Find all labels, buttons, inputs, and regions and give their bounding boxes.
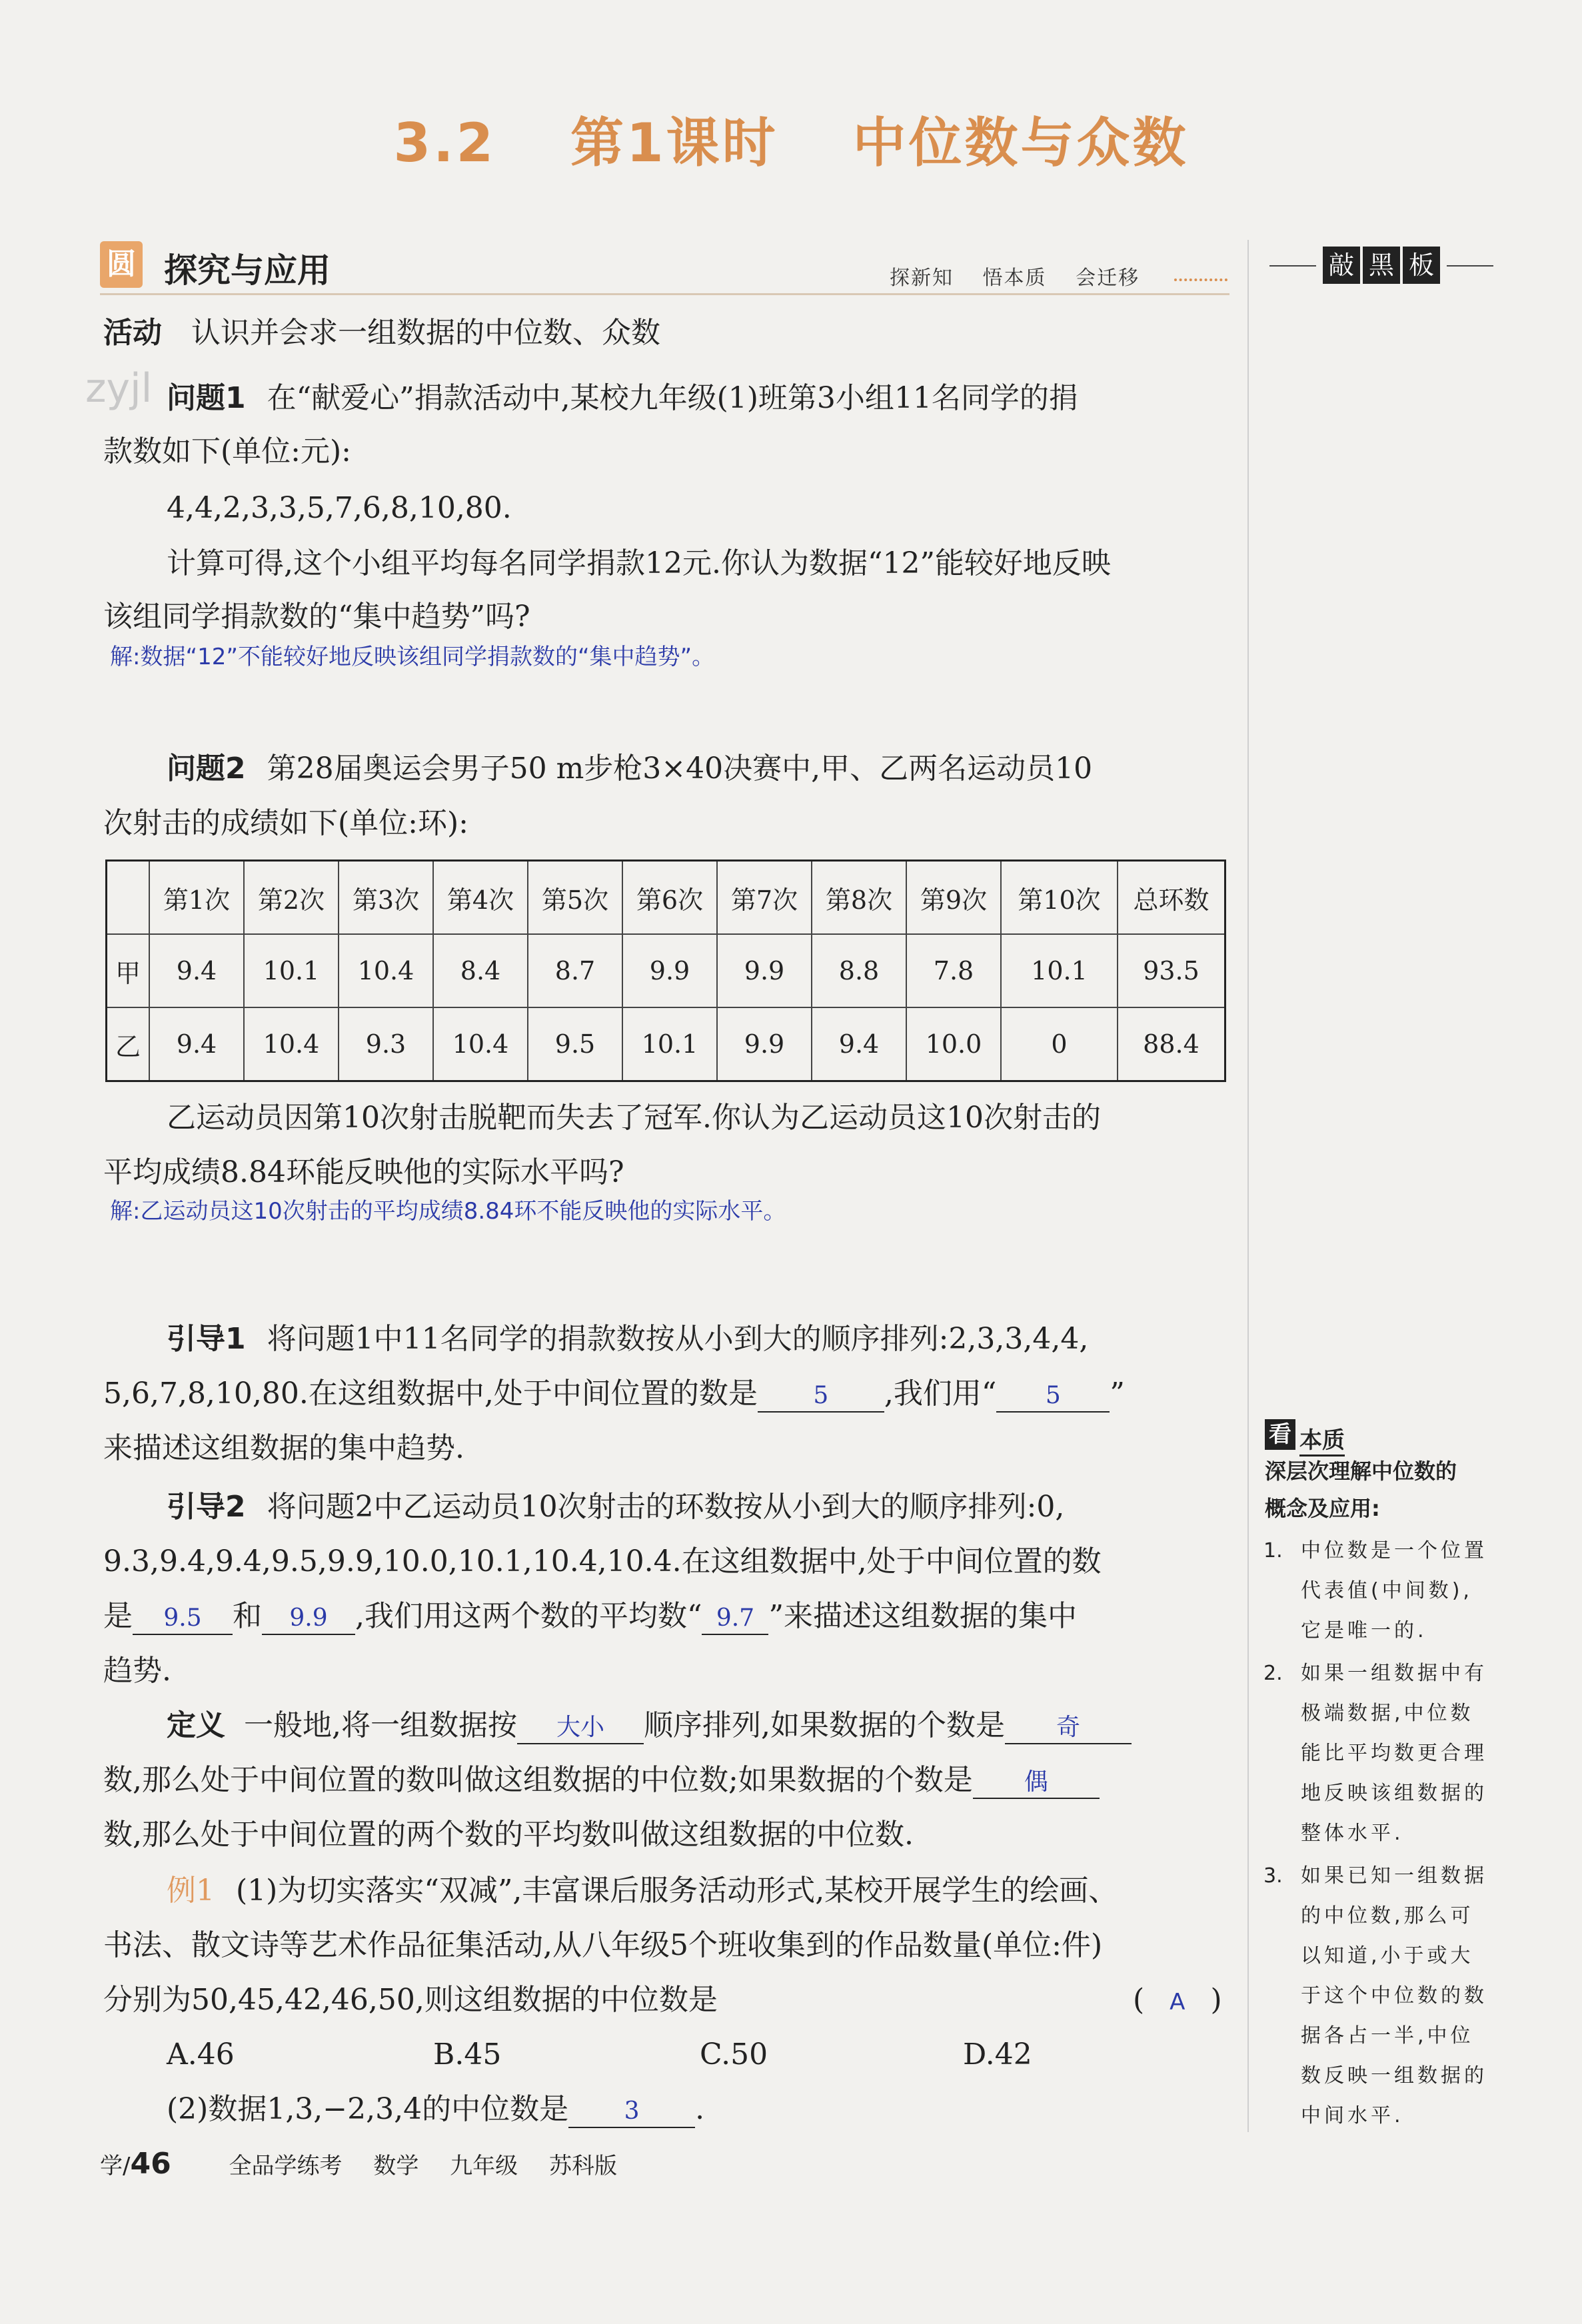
example1-line1 bbox=[167, 1871, 1118, 1911]
option-d[interactable]: D.42 bbox=[963, 2037, 1032, 2071]
table-cell: 10.4 bbox=[339, 934, 433, 1007]
sidebar-item-line: 如果一组数据中有 bbox=[1301, 1662, 1487, 1685]
example1-part2-text: (2)数据1,3,−2,3,4的中位数是 bbox=[167, 2092, 569, 2126]
guide2-text3b: 和 bbox=[233, 1599, 262, 1633]
section-number: 3.2 bbox=[393, 112, 496, 174]
definition-blank2[interactable]: 奇 bbox=[1005, 1712, 1132, 1744]
guide1-label: 引导1 bbox=[167, 1322, 246, 1356]
footer-subject: 数学 bbox=[373, 2153, 419, 2179]
lesson-label: 第1课时 bbox=[570, 112, 778, 174]
page-footer bbox=[100, 2147, 641, 2181]
guide2-line4: 趋势. bbox=[103, 1654, 171, 1688]
sidebar-item-number: 3. bbox=[1263, 1864, 1283, 1888]
example1-part2 bbox=[167, 2089, 704, 2129]
sidebar-item-line: 整体水平. bbox=[1301, 1822, 1404, 1845]
logo-line-left bbox=[1269, 265, 1316, 267]
sidebar-item-line: 中位数是一个位置 bbox=[1301, 1539, 1487, 1562]
definition-label: 定义 bbox=[167, 1708, 225, 1742]
sidebar-item-line: 如果已知一组数据 bbox=[1301, 1864, 1487, 1888]
guide2-text3d: ”来描述这组数据的集中 bbox=[768, 1599, 1077, 1633]
q2-label: 问题2 bbox=[167, 752, 246, 786]
sidebar-badge-char: 看 bbox=[1265, 1419, 1295, 1450]
table-cell: 9.9 bbox=[622, 934, 717, 1007]
q1-answer: 解:数据“12”不能较好地反映该组同学捐款数的“集中趋势”。 bbox=[110, 644, 715, 670]
q1-text1: 在“献爱心”捐款活动中,某校九年级(1)班第3小组11名同学的捐 bbox=[267, 381, 1078, 415]
decor-dots bbox=[1174, 269, 1227, 281]
example1-text1: (1)为切实落实“双减”,丰富课后服务活动形式,某校开展学生的绘画、 bbox=[236, 1874, 1118, 1908]
footer-book: 全品学练考 bbox=[229, 2153, 343, 2179]
section-icon: 圆 bbox=[100, 241, 143, 288]
guide1-text1: 将问题1中11名同学的捐款数按从小到大的顺序排列:2,3,3,4,4, bbox=[267, 1322, 1089, 1356]
table-header-cell: 第1次 bbox=[149, 861, 244, 935]
sidebar-subtitle-1: 深层次理解中位数的 bbox=[1265, 1458, 1457, 1484]
guide2-line1 bbox=[167, 1487, 1064, 1527]
choice-paren-close: ) bbox=[1210, 1983, 1222, 2017]
table-cell: 8.8 bbox=[812, 934, 906, 1007]
example1-line2: 书法、散文诗等艺术作品征集活动,从八年级5个班收集到的作品数量(单位:件) bbox=[103, 1928, 1103, 1962]
guide1-blank1[interactable]: 5 bbox=[758, 1381, 884, 1413]
q1-line1 bbox=[167, 378, 1078, 418]
guide2-blank1[interactable]: 9.5 bbox=[133, 1603, 233, 1635]
example1-line3: 分别为50,45,42,46,50,则这组数据的中位数是 bbox=[103, 1983, 718, 2017]
table-cell: 9.4 bbox=[149, 1007, 244, 1081]
table-header-cell: 第3次 bbox=[339, 861, 433, 935]
sidebar-item-line: 它是唯一的. bbox=[1301, 1619, 1427, 1642]
example1-choice bbox=[1133, 1980, 1222, 2022]
guide2-line2: 9.3,9.4,9.4,9.5,9.9,10.0,10.1,10.4,10.4.在这组数据中,处于中间位置的数 bbox=[103, 1544, 1102, 1578]
table-header-cell: 第8次 bbox=[812, 861, 906, 935]
logo-line-right bbox=[1447, 265, 1493, 267]
watermark: zyjl bbox=[85, 365, 153, 412]
table-cell: 9.5 bbox=[528, 1007, 622, 1081]
sidebar-item-line: 的中位数,那么可 bbox=[1301, 1904, 1474, 1928]
table-header-cell: 第9次 bbox=[906, 861, 1001, 935]
guide2-text3c: ,我们用这两个数的平均数“ bbox=[355, 1599, 702, 1633]
sidebar-badge-word: 本质 bbox=[1299, 1422, 1345, 1456]
guide2-line3 bbox=[103, 1596, 1077, 1636]
guide1-blank2[interactable]: 5 bbox=[996, 1381, 1110, 1413]
table-header-cell: 第5次 bbox=[528, 861, 622, 935]
table-cell: 9.9 bbox=[717, 1007, 812, 1081]
table-cell: 7.8 bbox=[906, 934, 1001, 1007]
activity-text: 认识并会求一组数据的中位数、众数 bbox=[191, 316, 660, 350]
tag-transfer: 会迁移 bbox=[1076, 267, 1140, 290]
topic-title: 中位数与众数 bbox=[852, 112, 1189, 174]
table-header-row bbox=[107, 861, 1225, 935]
table-cell: 0 bbox=[1001, 1007, 1118, 1081]
table-cell: 93.5 bbox=[1118, 934, 1225, 1007]
guide2-text3a: 是 bbox=[103, 1599, 133, 1633]
guide2-blank3[interactable]: 9.7 bbox=[702, 1603, 768, 1635]
section-title: 探究与应用 bbox=[164, 251, 331, 290]
section-tags bbox=[890, 261, 1161, 290]
option-a[interactable]: A.46 bbox=[167, 2037, 235, 2071]
option-b[interactable]: B.45 bbox=[433, 2037, 502, 2071]
q1-label: 问题1 bbox=[167, 381, 246, 415]
footer-prefix: 学/ bbox=[100, 2153, 131, 2179]
option-c[interactable]: C.50 bbox=[700, 2037, 768, 2071]
sidebar-subtitle-2: 概念及应用: bbox=[1265, 1496, 1380, 1521]
tag-explore: 探新知 bbox=[890, 267, 954, 290]
q1-line3: 计算可得,这个小组平均每名同学捐款12元.你认为数据“12”能较好地反映 bbox=[167, 546, 1111, 580]
table-cell: 8.7 bbox=[528, 934, 622, 1007]
sidebar-item-line: 地反映该组数据的 bbox=[1301, 1782, 1487, 1805]
sidebar-item-line: 以知道,小于或大 bbox=[1301, 1944, 1474, 1968]
table-row-yi bbox=[107, 1007, 1225, 1081]
q1-line2: 款数如下(单位:元): bbox=[103, 434, 351, 468]
guide2-text1: 将问题2中乙运动员10次射击的环数按从小到大的顺序排列:0, bbox=[267, 1490, 1065, 1524]
sidebar-divider bbox=[1247, 240, 1249, 2132]
logo-char-1: 敲 bbox=[1323, 247, 1360, 284]
footer-edition: 苏科版 bbox=[548, 2153, 617, 2179]
choice-paren-open: ( bbox=[1133, 1983, 1145, 2017]
table-cell: 9.4 bbox=[812, 1007, 906, 1081]
definition-line1 bbox=[167, 1706, 1132, 1746]
guide1-text2c: ” bbox=[1110, 1377, 1125, 1411]
sidebar-item-line: 数反映一组数据的 bbox=[1301, 2064, 1487, 2087]
sidebar-item-line: 极端数据,中位数 bbox=[1301, 1702, 1474, 1725]
tag-understand: 悟本质 bbox=[982, 267, 1047, 290]
logo-char-2: 黑 bbox=[1363, 247, 1400, 284]
definition-text2a: 数,那么处于中间位置的数叫做这组数据的中位数;如果数据的个数是 bbox=[103, 1763, 973, 1797]
definition-line2 bbox=[103, 1760, 1100, 1800]
example1-label: 例1 bbox=[167, 1874, 215, 1908]
example1-part2-blank[interactable]: 3 bbox=[568, 2096, 695, 2128]
sidebar-item-line: 据各占一半,中位 bbox=[1301, 2024, 1474, 2047]
table-cell: 10.1 bbox=[1001, 934, 1118, 1007]
sidebar-item-number: 1. bbox=[1263, 1539, 1283, 1562]
definition-blank3[interactable]: 偶 bbox=[973, 1767, 1100, 1799]
table-header-cell: 总环数 bbox=[1118, 861, 1225, 935]
guide1-line1 bbox=[167, 1319, 1088, 1359]
definition-text1a: 一般地,将一组数据按 bbox=[244, 1708, 517, 1742]
definition-line3: 数,那么处于中间位置的两个数的平均数叫做这组数据的中位数. bbox=[103, 1818, 914, 1852]
table-header-cell bbox=[107, 861, 150, 935]
table-cell: 88.4 bbox=[1118, 1007, 1225, 1081]
sidebar-item-line: 于这个中位数的数 bbox=[1301, 1984, 1487, 2008]
sidebar-badge bbox=[1265, 1419, 1351, 1454]
sidebar-item-line: 代表值(中间数), bbox=[1301, 1579, 1473, 1602]
sidebar-item-line: 中间水平. bbox=[1301, 2104, 1404, 2127]
q2-line2: 次射击的成绩如下(单位:环): bbox=[103, 806, 468, 840]
page-title bbox=[0, 100, 1582, 177]
q2-line3: 乙运动员因第10次射击脱靶而失去了冠军.你认为乙运动员这10次射击的 bbox=[167, 1101, 1101, 1135]
guide1-line3: 来描述这组数据的集中趋势. bbox=[103, 1431, 464, 1465]
q2-answer: 解:乙运动员这10次射击的平均成绩8.84环不能反映他的实际水平。 bbox=[110, 1198, 786, 1225]
table-header-cell: 第6次 bbox=[622, 861, 717, 935]
q1-line4: 该组同学捐款数的“集中趋势”吗? bbox=[103, 600, 530, 634]
page-number: 46 bbox=[130, 2147, 171, 2181]
q2-line4: 平均成绩8.84环能反映他的实际水平吗? bbox=[103, 1155, 624, 1189]
table-cell: 9.9 bbox=[717, 934, 812, 1007]
table-cell: 甲 bbox=[107, 934, 150, 1007]
logo-char-3: 板 bbox=[1403, 247, 1440, 284]
activity-heading bbox=[103, 313, 660, 353]
sidebar-subtitle bbox=[1265, 1452, 1457, 1527]
definition-text1b: 顺序排列,如果数据的个数是 bbox=[644, 1708, 1005, 1742]
example1-answer[interactable]: A bbox=[1170, 1989, 1186, 2016]
sidebar-item-line: 能比平均数更合理 bbox=[1301, 1742, 1487, 1765]
table-cell: 乙 bbox=[107, 1007, 150, 1081]
table-cell: 9.3 bbox=[339, 1007, 433, 1081]
guide1-text2a: 5,6,7,8,10,80.在这组数据中,处于中间位置的数是 bbox=[103, 1377, 758, 1411]
table-cell: 10.1 bbox=[244, 934, 339, 1007]
guide2-label: 引导2 bbox=[167, 1490, 246, 1524]
table-cell: 10.1 bbox=[622, 1007, 717, 1081]
footer-grade: 九年级 bbox=[450, 2153, 518, 2179]
key-points-logo bbox=[1269, 247, 1496, 284]
example1-part2-end: . bbox=[695, 2092, 705, 2126]
q2-text1: 第28届奥运会男子50 m步枪3×40决赛中,甲、乙两名运动员10 bbox=[267, 752, 1093, 786]
table-cell: 10.4 bbox=[244, 1007, 339, 1081]
guide2-blank2[interactable]: 9.9 bbox=[262, 1603, 355, 1635]
table-header-cell: 第4次 bbox=[433, 861, 528, 935]
table-header-cell: 第7次 bbox=[717, 861, 812, 935]
definition-blank1[interactable]: 大小 bbox=[517, 1712, 644, 1744]
table-header-cell: 第2次 bbox=[244, 861, 339, 935]
table-header-cell: 第10次 bbox=[1001, 861, 1118, 935]
q2-line1 bbox=[167, 749, 1092, 789]
sidebar-item-number: 2. bbox=[1263, 1662, 1283, 1685]
table-cell: 10.4 bbox=[433, 1007, 528, 1081]
table-cell: 9.4 bbox=[149, 934, 244, 1007]
guide1-line2 bbox=[103, 1374, 1125, 1414]
score-table bbox=[105, 860, 1226, 1082]
guide1-text2b: ,我们用“ bbox=[884, 1377, 997, 1411]
table-cell: 8.4 bbox=[433, 934, 528, 1007]
q1-data: 4,4,2,3,3,5,7,6,8,10,80. bbox=[167, 491, 512, 525]
activity-label: 活动 bbox=[103, 316, 162, 350]
table-row-jia bbox=[107, 934, 1225, 1007]
table-cell: 10.0 bbox=[906, 1007, 1001, 1081]
